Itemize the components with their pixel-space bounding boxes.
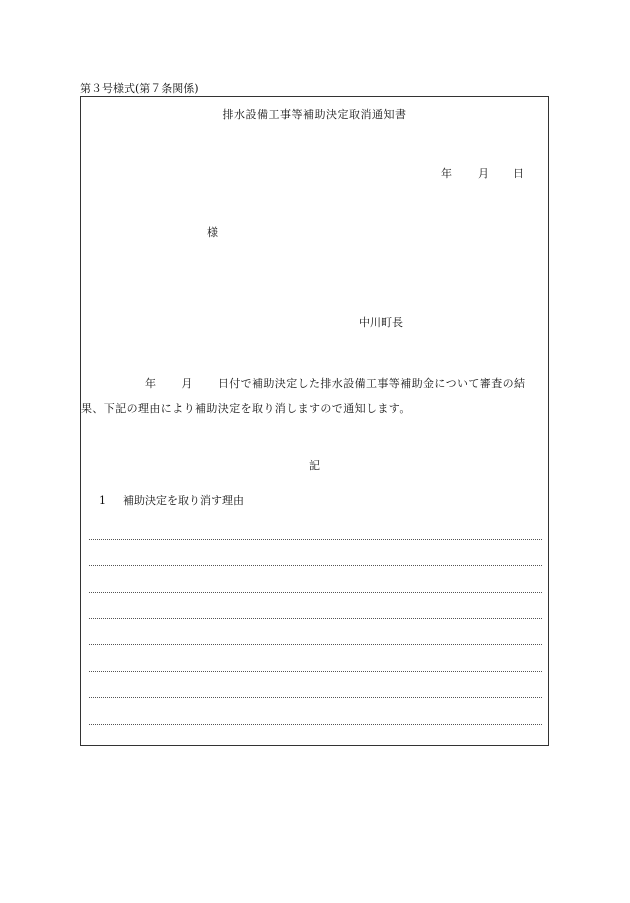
reason-line[interactable] — [89, 697, 542, 698]
date-day-label: 日 — [513, 167, 524, 180]
reason-line[interactable] — [89, 724, 542, 725]
body-text-line-2: 果、下記の理由により補助決定を取り消しますので通知します。 — [81, 402, 411, 415]
body-month-label: 月 — [181, 377, 193, 390]
form-number-label: 第３号様式(第７条関係) — [80, 82, 199, 95]
reason-item — [99, 492, 244, 508]
reason-line[interactable] — [89, 539, 542, 540]
date-month-label: 月 — [478, 167, 489, 180]
date-year-label: 年 — [441, 167, 452, 180]
body-text-rest: 日付で補助決定した排水設備工事等補助金について審査の結 — [217, 377, 526, 390]
body-year-label: 年 — [145, 377, 157, 390]
reason-item-label: 補助決定を取り消す理由 — [123, 494, 244, 507]
reason-line[interactable] — [89, 565, 542, 566]
ki-heading: 記 — [309, 459, 320, 472]
addressee-honorific: 様 — [207, 226, 218, 239]
reason-line[interactable] — [89, 592, 542, 593]
document-title: 排水設備工事等補助決定取消通知書 — [222, 108, 407, 121]
reason-line[interactable] — [89, 671, 542, 672]
reason-item-number: 1 — [99, 494, 106, 507]
issuer-name: 中川町長 — [359, 316, 403, 329]
reason-line[interactable] — [89, 618, 542, 619]
body-text-line-1 — [145, 375, 525, 391]
reason-line[interactable] — [89, 644, 542, 645]
notice-form-frame — [80, 96, 549, 746]
